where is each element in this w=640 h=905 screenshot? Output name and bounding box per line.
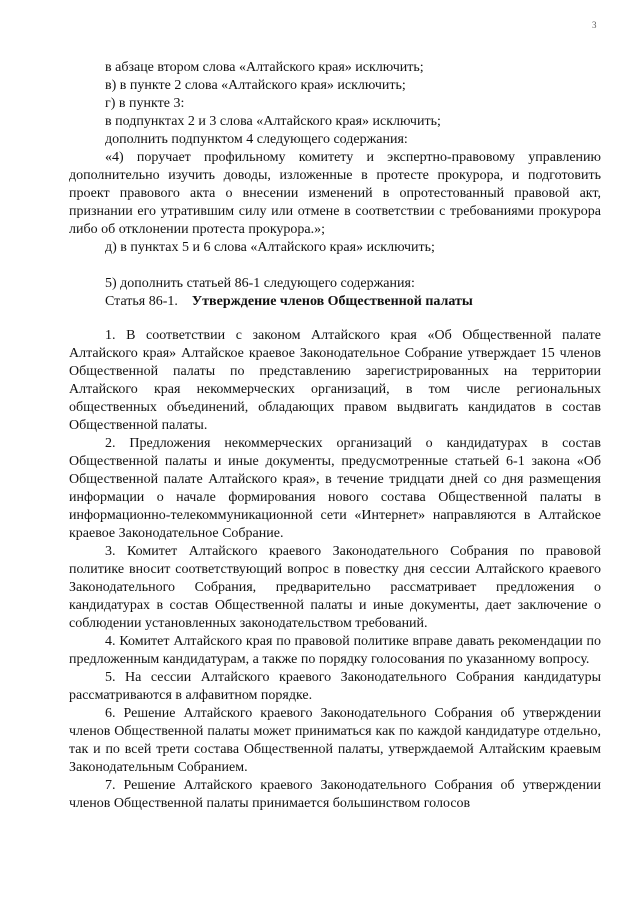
article-paragraph: 1. В соответствии с законом Алтайского края «Об Общественной палате Алтайского края» Алтайское краевое Законодательное Собрание утверждает 15 членов Общественной палаты по представлению зарегистрированных на территории Алтайского края некоммерческих организаций, в том числе региональных общественных объединений, обладающих правом выдвигать кандидатов в состав Общественной палаты.: [69, 328, 601, 433]
article-paragraph: 4. Комитет Алтайского края по правовой политике вправе давать рекомендации по предложенным кандидатурам, а также по порядку голосования по указанному вопросу.: [69, 634, 601, 667]
amendment-line: г) в пункте 3:: [105, 96, 185, 111]
amendment-line: дополнить подпунктом 4 следующего содержания:: [105, 132, 408, 147]
page-number: 3: [592, 20, 597, 30]
article-paragraph: 3. Комитет Алтайского краевого Законодательного Собрания по правовой политике вносит соответствующий вопрос в повестку дня сессии Алтайского краевого Законодательного Собрания, предварительно рассматривает предложения о кандидатурах в состав Общественной палаты и иные документы, дает заключение о соблюдении установленных законодательством требований.: [69, 544, 601, 631]
document-body: [69, 59, 601, 813]
article-paragraph: 2. Предложения некоммерческих организаций о кандидатурах в состав Общественной палаты и иные документы, предусмотренные статьей 6-1 закона «Об Общественной палате Алтайского края», в течение тридцати дней со дня размещения информации о начале формирования нового состава Общественной палаты в информационно-телекоммуникационной сети «Интернет» направляются в Алтайское краевое Законодательное Собрание.: [69, 436, 601, 541]
article-paragraph: 7. Решение Алтайского краевого Законодательного Собрания об утверждении членов Общественной палаты принимается большинством голосов: [69, 778, 601, 811]
article-paragraph: 6. Решение Алтайского краевого Законодательного Собрания об утверждении членов Общественной палаты может приниматься как по каждой кандидатуре отдельно, так и по всей трети состава Общественной палаты, утверждаемой Алтайским краевым Законодательным Собранием.: [69, 706, 601, 775]
amendment-item-d: д) в пунктах 5 и 6 слова «Алтайского края» исключить;: [105, 240, 435, 255]
article-heading: [69, 293, 601, 311]
quoted-subpoint: «4) поручает профильному комитету и экспертно-правовому управлению дополнительно изучить доводы, изложенные в протесте прокурора, и подготовить проект правового акта о внесении изменений в опротестованный правовой акт, признании его утратившим силу или отмене в соответствии с требованиями прокурора либо об отклонении протеста прокурора.»;: [69, 150, 601, 237]
amendment-item-5: 5) дополнить статьей 86-1 следующего содержания:: [105, 276, 415, 291]
amendment-line: в) в пункте 2 слова «Алтайского края» исключить;: [105, 78, 406, 93]
amendment-line: в абзаце втором слова «Алтайского края» исключить;: [105, 60, 424, 75]
amendment-line: в подпунктах 2 и 3 слова «Алтайского края» исключить;: [105, 114, 441, 129]
article-paragraph: 5. На сессии Алтайского краевого Законодательного Собрания кандидатуры рассматриваются в алфавитном порядке.: [69, 670, 601, 703]
article-number: Статья 86-1.: [105, 294, 178, 309]
article-title: Утверждение членов Общественной палаты: [191, 294, 473, 309]
